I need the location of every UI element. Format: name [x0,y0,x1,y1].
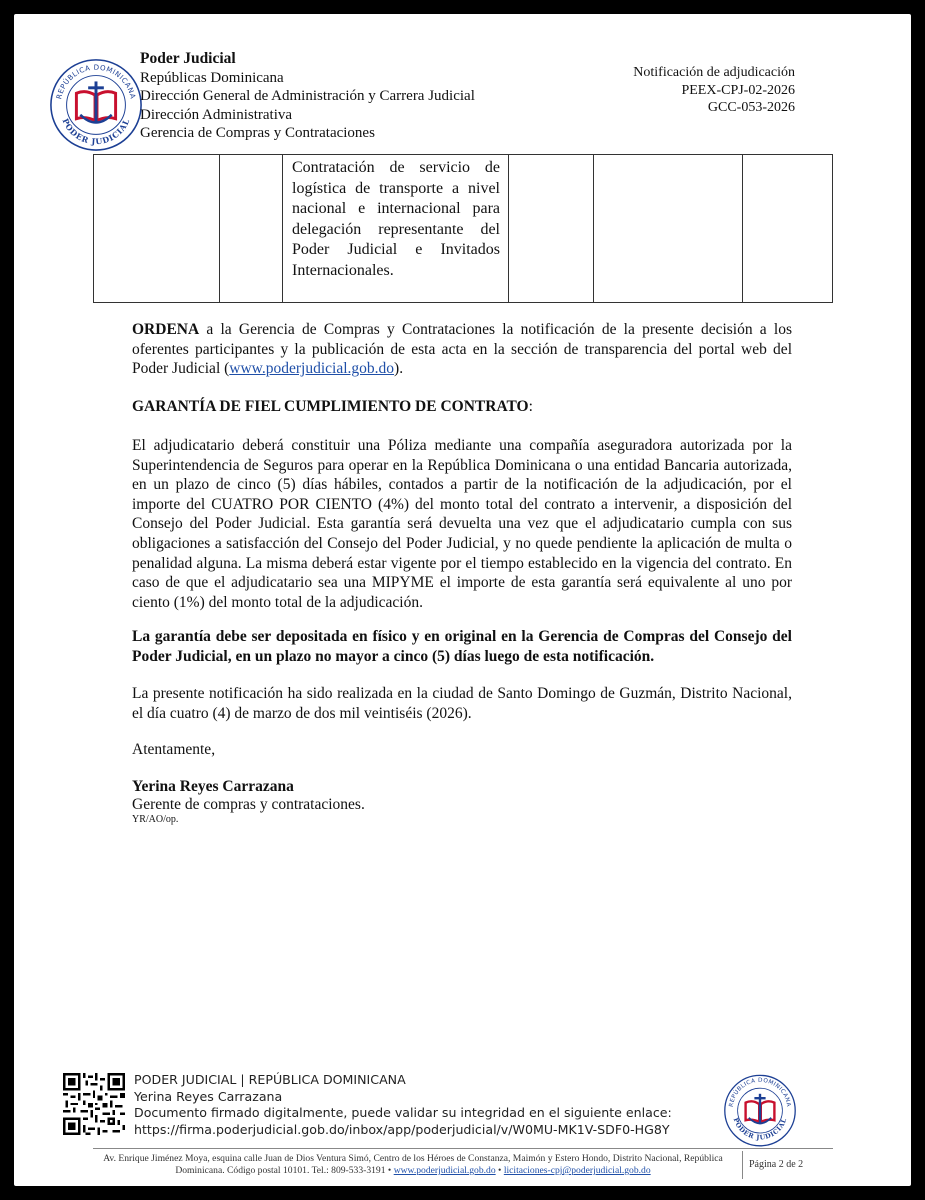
logo-text-top: REPÚBLICA DOMINICANA [54,62,138,101]
footer-vertical-divider [742,1151,743,1179]
qr-code-icon[interactable] [63,1073,125,1135]
org-direction-admin: Dirección Administrativa [140,106,293,123]
seal-text-top: REPÚBLICA DOMINICANA [728,1077,792,1108]
signature-validation-link[interactable]: https://firma.poderjudicial.gob.do/inbox/app/poderjudicial/v/W0MU-MK1V-SDF0-HG8Y [134,1121,670,1137]
org-direction-general: Dirección General de Administración y Carrera Judicial [140,88,475,104]
table-cell-empty [94,155,220,303]
signature-notice: Documento firmado digitalmente, puede validar su integridad en el siguiente enlace: [134,1105,672,1120]
garantia-heading [132,397,792,417]
table-cell-empty [594,155,743,303]
footer-email-link[interactable]: licitaciones-cpj@poderjudicial.gob.do [503,1165,651,1176]
footer-separator: • [495,1165,504,1176]
org-country: Repúblicas Dominicana [140,69,284,86]
seal-text-bottom: PODER JUDICIAL [731,1116,789,1142]
ordena-end: ). [394,360,404,378]
signer-name: Yerina Reyes Carrazana [132,778,294,795]
logo-text-bottom: PODER JUDICIAL [60,117,132,147]
award-table [93,154,833,303]
process-code: PEEX-CPJ-02-2026 [681,82,795,98]
doc-type: Notificación de adjudicación [633,65,795,80]
poder-judicial-logo [47,54,145,152]
signature-signer: Yerina Reyes Carrazana [134,1088,283,1104]
signature-org: PODER JUDICIAL | REPÚBLICA DOMINICANA [134,1072,406,1087]
notificacion-paragraph: La presente notificación ha sido realizada en la ciudad de Santo Domingo de Guzmán, Distrito Nacional, el día cuatro (4) de marzo de dos mil veintiséis (2026). [132,685,792,722]
table-cell-empty [509,155,594,303]
garantia-heading-text: GARANTÍA DE FIEL CUMPLIMIENTO DE CONTRATO [132,398,529,415]
signer-role: Gerente de compras y contrataciones. [132,796,365,813]
org-header [140,50,475,143]
page-number: Página 2 de 2 [749,1159,804,1170]
portal-link[interactable]: www.poderjudicial.gob.do [229,360,395,378]
footer-address-text: Av. Enrique Jiménez Moya, esquina calle Juan de Dios Ventura Simó, Centro de los Héroes de Constanza, Maimón y Estero Hondo, Distrito Nacional, República Dominicana. Código postal 10101. Tel.: 809-533-3191 • [103,1153,723,1176]
table-row [94,155,833,303]
table-cell-empty [220,155,283,303]
digital-signature-block [134,1072,672,1138]
footer-divider [93,1148,833,1149]
reference-initials: YR/AO/op. [132,814,179,825]
ordena-keyword: ORDENA [132,321,200,338]
table-cell-description: Contratación de servicio de logística de transporte a nivel nacional e internacional para delegación representante del Poder Judicial e Invitados Internacionales. [283,155,509,303]
footer-address [93,1153,733,1177]
garantia-paragraph: El adjudicatario deberá constituir una Póliza mediante una compañía aseguradora autorizada por la Superintendencia de Seguros para operar en la República Dominicana o una entidad Bancaria autorizada, en un plazo de cinco (5) días hábiles, contados a partir de la notificación de la adjudicación, por el importe del CUATRO POR CIENTO (4%) del monto total del contrato a intervenir, a disposición del Consejo del Poder Judicial. Esta garantía será devuelta una vez que el adjudicatario cumpla con sus obligaciones a satisfacción del Consejo del Poder Judicial, y no quede pendiente la aplicación de multa o penalidad alguna. La misma deberá estar vigente por el tiempo establecido en la vigencia del contrato. En caso de que el adjudicatario sea una MIPYME el importe de esta garantía será equivalente al uno por ciento (1%) del monto total de la adjudicación. [132,437,792,611]
garantia-heading-colon: : [528,398,533,415]
org-name: Poder Judicial [140,50,236,67]
table-cell-empty [743,155,833,303]
ordena-text: a la Gerencia de Compras y Contrataciones la notificación de la presente decisión a los oferentes participantes y la publicación de esta acta en la sección de transparencia del portal web del Poder Judicial ( [132,321,792,378]
document-page [14,14,911,1186]
internal-code: GCC-053-2026 [707,100,795,115]
document-references [633,64,795,117]
footer-website-link[interactable]: www.poderjudicial.gob.do [393,1165,496,1176]
closing-salutation: Atentamente, [132,741,216,758]
org-department: Gerencia de Compras y Contrataciones [140,125,375,141]
ordena-paragraph [132,320,792,379]
poder-judicial-seal [720,1069,800,1149]
deposito-paragraph: La garantía debe ser depositada en físico y en original en la Gerencia de Compras del Consejo del Poder Judicial, en un plazo no mayor a cinco (5) días luego de esta notificación. [132,628,792,665]
